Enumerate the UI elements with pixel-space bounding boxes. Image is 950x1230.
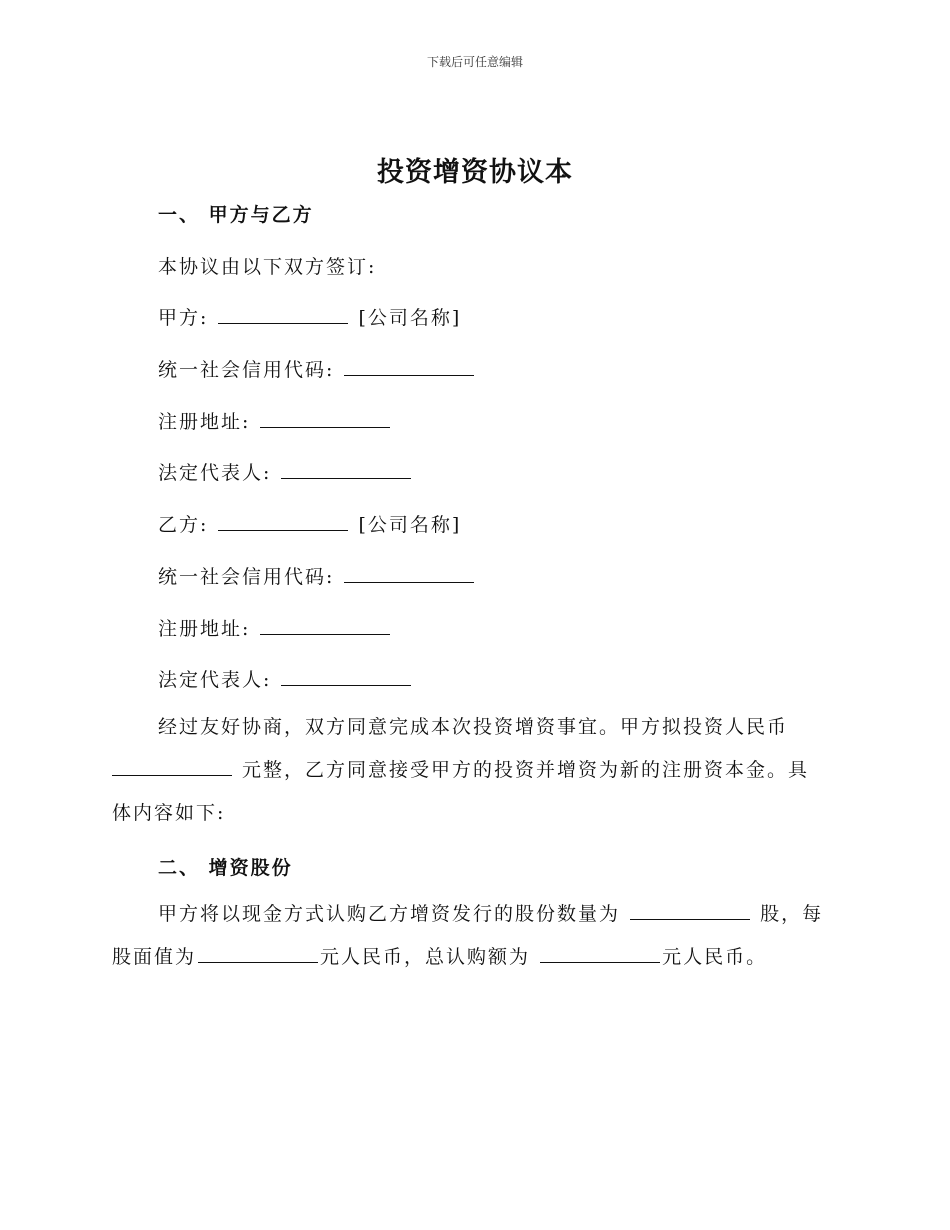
- section-2-heading: 二、 增资股份: [158, 857, 293, 879]
- address-label: 注册地址:: [158, 618, 251, 640]
- rep-label: 法定代表人:: [158, 669, 272, 691]
- section-1-heading: 一、 甲方与乙方: [158, 204, 314, 226]
- shares-line-1-prefix: 甲方将以现金方式认购乙方增资发行的股份数量为: [158, 903, 621, 925]
- party-b-address-line: [158, 614, 392, 641]
- party-b-line: [158, 510, 461, 537]
- rep-label: 法定代表人:: [158, 462, 272, 484]
- shares-paragraph: [112, 893, 828, 979]
- para-line-2: [112, 749, 828, 792]
- party-a-line: [158, 303, 461, 330]
- party-b-credit-code-line: [158, 562, 476, 589]
- investment-paragraph: [112, 706, 828, 835]
- party-b-rep-blank[interactable]: [281, 667, 411, 686]
- total-amount-blank[interactable]: [540, 944, 660, 963]
- party-a-label: 甲方:: [158, 307, 209, 329]
- credit-code-label: 统一社会信用代码:: [158, 566, 335, 588]
- intro-line: 本协议由以下双方签订:: [158, 256, 377, 278]
- party-b-label: 乙方:: [158, 514, 209, 536]
- header-note: 下载后可任意编辑: [426, 55, 523, 69]
- party-a-suffix: [公司名称]: [358, 307, 462, 329]
- party-a-rep-line: [158, 458, 413, 485]
- total-amount-label: 元人民币，总认购额为: [320, 946, 531, 968]
- investment-amount-blank[interactable]: [112, 757, 232, 776]
- shares-line-1: [112, 893, 828, 936]
- party-b-credit-code-blank[interactable]: [344, 564, 474, 583]
- para-line-2-text: 元整，乙方同意接受甲方的投资并增资为新的注册资本金。具: [242, 759, 810, 781]
- shares-line-2-end: 元人民币。: [662, 946, 768, 968]
- para-line-3: 体内容如下:: [112, 802, 226, 824]
- shares-line-2: [112, 936, 828, 979]
- par-value-blank[interactable]: [198, 944, 318, 963]
- document-title: 投资增资协议本: [377, 157, 573, 188]
- party-a-name-blank[interactable]: [218, 305, 348, 324]
- party-a-address-blank[interactable]: [260, 409, 390, 428]
- para-line-1: 经过友好协商，双方同意完成本次投资增资事宜。甲方拟投资人民币: [158, 716, 789, 738]
- shares-line-1-suffix: 股，每: [760, 903, 824, 925]
- party-b-name-blank[interactable]: [218, 512, 348, 531]
- party-a-credit-code-line: [158, 355, 476, 382]
- party-b-suffix: [公司名称]: [358, 514, 462, 536]
- party-a-credit-code-blank[interactable]: [344, 357, 474, 376]
- party-b-rep-line: [158, 665, 413, 692]
- party-a-address-line: [158, 407, 392, 434]
- par-value-label: 股面值为: [112, 946, 197, 968]
- party-a-rep-blank[interactable]: [281, 460, 411, 479]
- share-count-blank[interactable]: [630, 901, 750, 920]
- address-label: 注册地址:: [158, 411, 251, 433]
- credit-code-label: 统一社会信用代码:: [158, 359, 335, 381]
- party-b-address-blank[interactable]: [260, 616, 390, 635]
